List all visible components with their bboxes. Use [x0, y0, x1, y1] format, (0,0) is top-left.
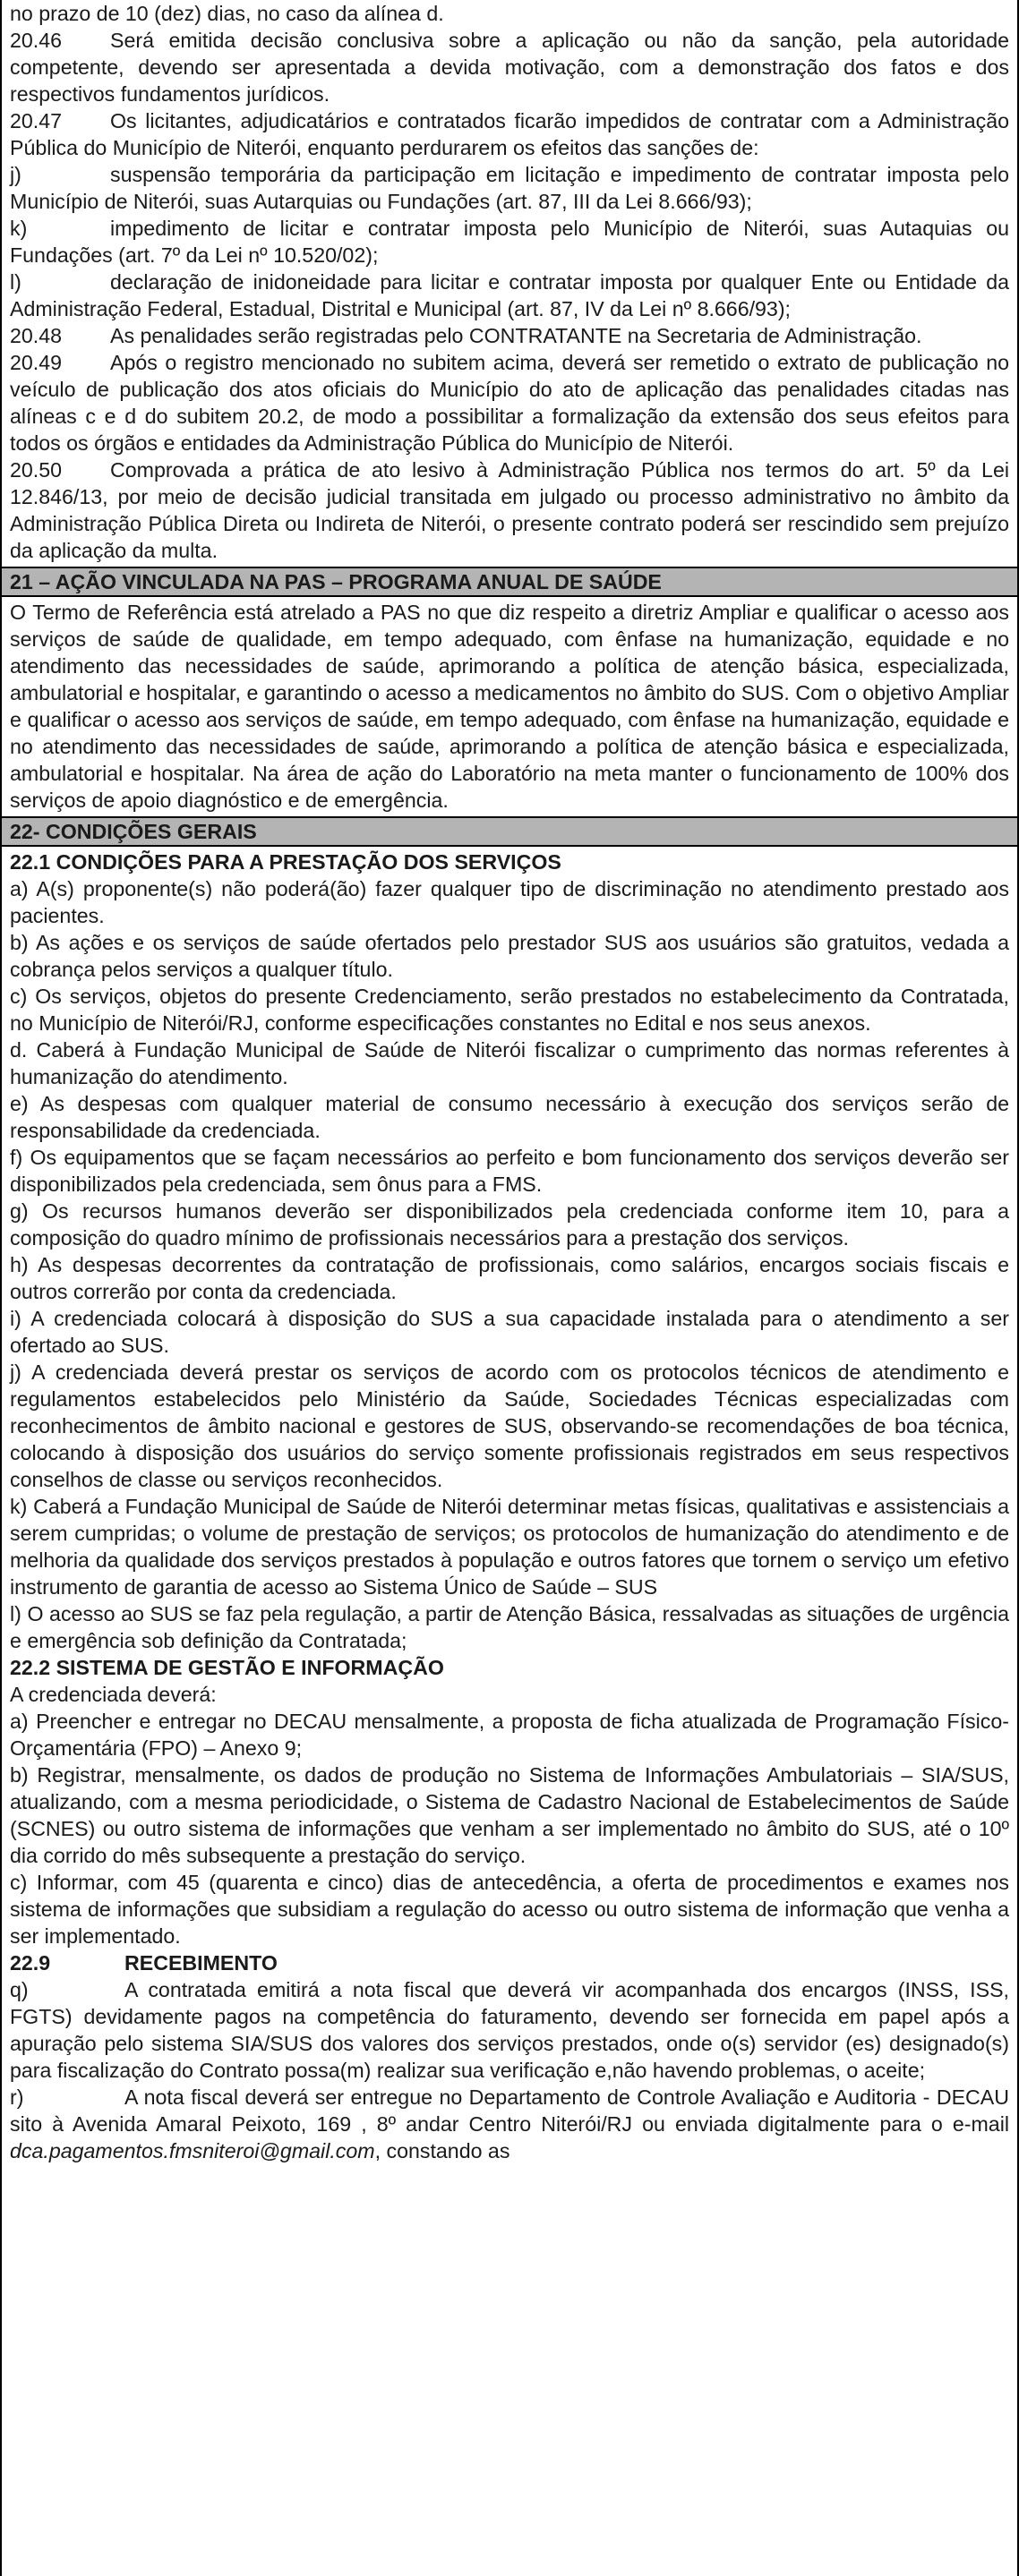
penalties-block [2, 0, 1017, 567]
list-item: k) Caberá a Fundação Municipal de Saúde de Niterói determinar metas físicas, qualitativas e assistenciais a serem cumpridas; o volume de prestação de serviços; os protocolos de humanização do atendimento e de melhoria da qualidade dos serviços prestados à população e outros fatores que tornem o serviço um efetivo instrumento de garantia de acesso ao Sistema Único de Saúde – SUS [10, 1495, 1009, 1599]
list-item: j) A credenciada deverá prestar os serviços de acordo com os protocolos técnicos de atendimento e regulamentos estabelecidos pelo Ministério da Saúde, Sociedades Técnicas especializadas com reconhecimentos de âmbito nacional e gestores de SUS, observando-se recomendações de boa técnica, colocando à disposição dos usuários do serviço somente profissionais registrados em seus respectivos conselhos de classe ou serviços reconhecidos. [10, 1361, 1009, 1491]
list-item: d. Caberá à Fundação Municipal de Saúde de Niterói fiscalizar o cumprimento das normas referentes à humanização do atendimento. [10, 1038, 1009, 1088]
section-21-text: O Termo de Referência está atrelado a PAS no que diz respeito a diretriz Ampliar e qualificar o acesso aos serviços de saúde de qualidade, em tempo adequado, com ênfase na humanização, equidade e no atendimento das necessidades de saúde, aprimorando a política de atenção básica, especializada, ambulatorial e hospitalar, e garantindo o acesso a medicamentos no âmbito do SUS. Com o objetivo Ampliar e qualificar o acesso aos serviços de saúde, em tempo adequado, com ênfase na humanização, equidade e no atendimento das necessidades de saúde, aprimorando a política de atenção básica e especializada, ambulatorial e hospitalar. Na área de ação do Laboratório na meta manter o funcionamento de 100% dos serviços de apoio diagnóstico e de emergência. [10, 601, 1009, 812]
list-item: c) Informar, com 45 (quarenta e cinco) dias de antecedência, a oferta de procedimentos e exames nos sistema de informações que subsidiam a regulação do acesso ou outro sistema de informação que venha a ser implementado. [10, 1871, 1009, 1948]
subsection-22-2-intro: A credenciada deverá: [10, 1683, 217, 1706]
list-item: a) A(s) proponente(s) não poderá(ão) fazer qualquer tipo de discriminação no atendimento prestado aos pacientes. [10, 877, 1009, 927]
paragraph-line: no prazo de 10 (dez) dias, no caso da alínea d. [10, 2, 444, 25]
item-r: r) A nota fiscal deverá ser entregue no Departamento de Controle Avaliação e Auditoria - DECAU sito à Avenida Amaral Peixoto, 169 , 8º andar Centro Niterói/RJ ou enviada digitalmente para o e-mail dca.pagamentos.fmsniteroi@gmail.com, constando as [10, 2086, 1009, 2162]
item-j: j) suspensão temporária da participação em licitação e impedimento de contratar imposta pelo Município de Niterói, suas Autarquias ou Fundações (art. 87, III da Lei 8.666/93); [10, 163, 1009, 213]
item-20-46: 20.46 Será emitida decisão conclusiva sobre a aplicação ou não da sanção, pela autoridade competente, devendo ser apresentada a devida motivação, com a demonstração dos fatos e dos respectivos fundamentos jurídicos. [10, 29, 1009, 106]
section-21-title: 21 – AÇÃO VINCULADA NA PAS – PROGRAMA ANUAL DE SAÚDE [2, 567, 1017, 595]
list-item: b) As ações e os serviços de saúde ofertados pelo prestador SUS aos usuários são gratuitos, vedada a cobrança pelos serviços a qualquer título. [10, 931, 1009, 981]
list-item: c) Os serviços, objetos do presente Credenciamento, serão prestados no estabelecimento da Contratada, no Município de Niterói/RJ, conforme especificações constantes no Edital e nos seus anexos. [10, 985, 1009, 1035]
item-20-48: 20.48 As penalidades serão registradas pelo CONTRATANTE na Secretaria de Administração. [10, 324, 922, 347]
list-item: l) O acesso ao SUS se faz pela regulação, a partir de Atenção Básica, ressalvadas as situações de urgência e emergência sob definição da Contratada; [10, 1602, 1009, 1652]
item-20-49: 20.49 Após o registro mencionado no subitem acima, deverá ser remetido o extrato de publicação no veículo de publicação dos atos oficiais do Município do ato de aplicação das penalidades citadas nas alíneas c e d do subitem 20.2, de modo a possibilitar a formalização da extensão dos seus efeitos para todos os órgãos e entidades da Administração Pública do Município de Niterói. [10, 351, 1009, 455]
list-item: b) Registrar, mensalmente, os dados de produção no Sistema de Informações Ambulatoriais – SIA/SUS, atualizando, com a mesma periodicidade, o Sistema de Cadastro Nacional de Estabelecimentos de Saúde (SCNES) ou outro sistema de informações que venham a ser implementado no âmbito do SUS, até o 10º dia corrido do mês subsequente a prestação do serviço. [10, 1763, 1009, 1867]
item-20-50: 20.50 Comprovada a prática de ato lesivo à Administração Pública nos termos do art. 5º da Lei 12.846/13, por meio de decisão judicial transitada em julgado ou processo administrativo no âmbito da Administração Pública Direta ou Indireta de Niterói, o presente contrato poderá ser rescindido sem prejuízo da aplicação da multa. [10, 458, 1009, 562]
subsection-22-9-title: 22.9 RECEBIMENTO [10, 1951, 278, 1975]
email-address: dca.pagamentos.fmsniteroi@gmail.com [10, 2139, 375, 2162]
subsection-22-2-title: 22.2 SISTEMA DE GESTÃO E INFORMAÇÃO [10, 1656, 444, 1679]
item-q: q) A contratada emitirá a nota fiscal que deverá vir acompanhada dos encargos (INSS, ISS, FGTS) devidamente pagos na competência do faturamento, devendo ser fornecida em papel após a apuração pelo sistema SIA/SUS dos valores dos serviços prestados, onde o(s) servidor (es) designado(s) para fiscalização do Contrato possa(m) realizar sua verificação e,não havendo problemas, o aceite; [10, 1978, 1009, 2082]
item-20-47: 20.47 Os licitantes, adjudicatários e contratados ficarão impedidos de contratar com a Administração Pública do Município de Niterói, enquanto perdurarem os efeitos das sanções de: [10, 109, 1009, 159]
section-21-body [2, 595, 1017, 816]
list-item: e) As despesas com qualquer material de consumo necessário à execução dos serviços serão de responsabilidade da credenciada. [10, 1092, 1009, 1142]
item-k: k) impedimento de licitar e contratar imposta pelo Município de Niterói, suas Autaquias ou Fundações (art. 7º da Lei nº 10.520/02); [10, 217, 1009, 267]
section-22-body [2, 845, 1017, 2167]
list-item: i) A credenciada colocará à disposição do SUS a sua capacidade instalada para o atendimento a ser ofertado ao SUS. [10, 1307, 1009, 1357]
list-item: g) Os recursos humanos deverão ser disponibilizados pela credenciada conforme item 10, para a composição do quadro mínimo de profissionais necessários para a prestação dos serviços. [10, 1199, 1009, 1250]
item-l: l) declaração de inidoneidade para licitar e contratar imposta por qualquer Ente ou Entidade da Administração Federal, Estadual, Distrital e Municipal (art. 87, IV da Lei nº 8.666/93); [10, 270, 1009, 320]
list-item: f) Os equipamentos que se façam necessários ao perfeito e bom funcionamento dos serviços deverão ser disponibilizados pela credenciada, sem ônus para a FMS. [10, 1146, 1009, 1196]
subsection-22-1-title: 22.1 CONDIÇÕES PARA A PRESTAÇÃO DOS SERVIÇOS [10, 850, 561, 874]
list-item: a) Preencher e entregar no DECAU mensalmente, a proposta de ficha atualizada de Programação Físico-Orçamentária (FPO) – Anexo 9; [10, 1710, 1009, 1760]
list-item: h) As despesas decorrentes da contratação de profissionais, como salários, encargos sociais fiscais e outros correrão por conta da credenciada. [10, 1253, 1009, 1303]
section-22-title: 22- CONDIÇÕES GERAIS [2, 816, 1017, 845]
